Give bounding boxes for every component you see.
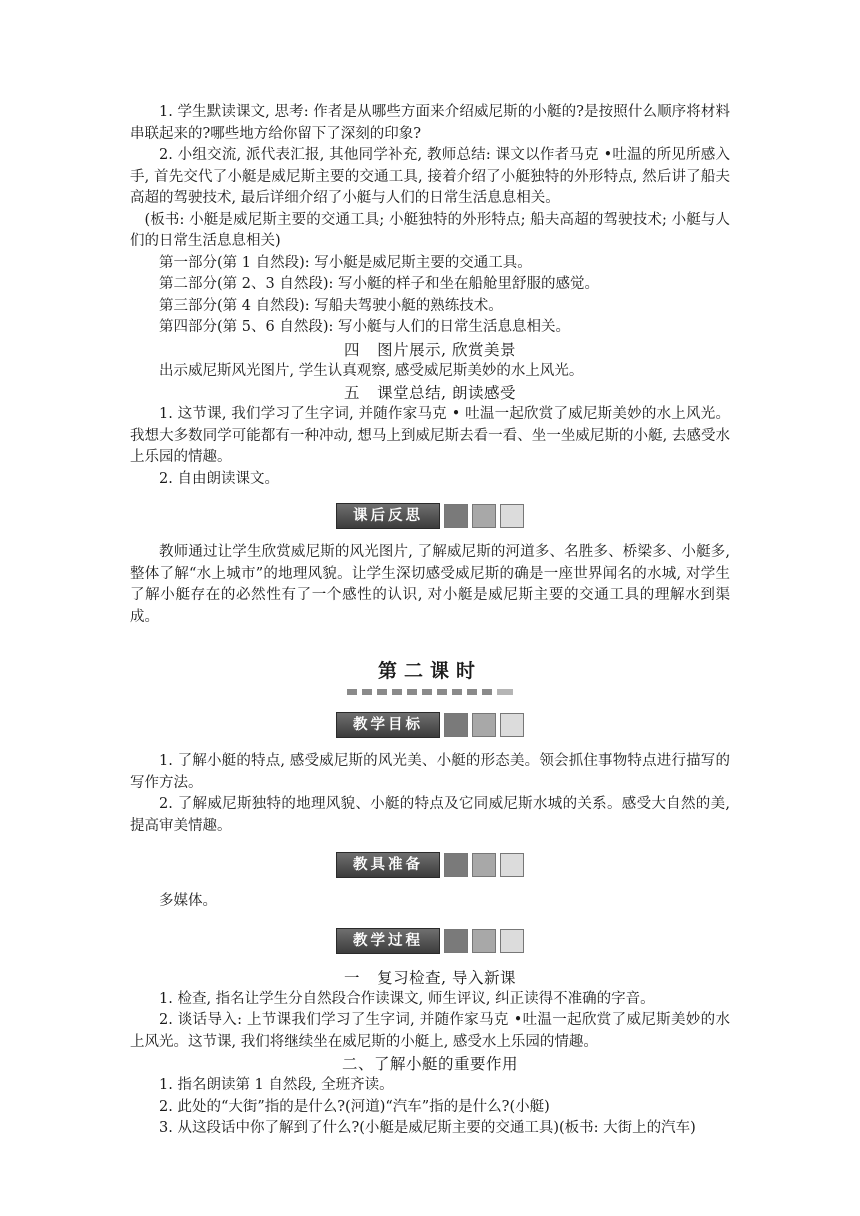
paragraph-free-reading: 2. 自由朗读课文。 [159, 470, 279, 487]
paragraph-question-learned: 3. 从这段话中你了解到了什么?(小艇是威尼斯主要的交通工具)(板书: 大街上的汽车) [159, 1120, 696, 1136]
paragraph-preparation: 多媒体。 [159, 893, 217, 909]
banner-square [444, 853, 468, 877]
banner-reflection [130, 504, 730, 528]
paragraph-blackboard-note: (板书: 小艇是威尼斯主要的交通工具; 小艇独特的外形特点; 船夫高超的驾驶技术; 小艇与人们的日常生活息息相关) [130, 211, 730, 249]
section-title: 图片展示, 欣赏美景 [377, 340, 516, 359]
section-heading-4 [130, 339, 730, 361]
structure-part-4: 第四部分(第 5、6 自然段): 写小艇与人们的日常生活息息相关。 [159, 319, 570, 335]
section-heading-2: 二、了解小艇的重要作用 [341, 1055, 518, 1073]
section-heading-5 [130, 382, 730, 404]
banner-label: 教学目标 [336, 712, 440, 738]
paragraph-read-aloud: 1. 指名朗读第 1 自然段, 全班齐读。 [159, 1077, 394, 1093]
section-title: 课堂总结, 朗读感受 [377, 384, 516, 402]
structure-part-2: 第二部分(第 2、3 自然段): 写小艇的样子和坐在船舱里舒服的感觉。 [159, 276, 599, 292]
banner-process [130, 929, 730, 953]
paragraph-question-street: 2. 此处的“大街”指的是什么?(河道)“汽车”指的是什么?(小艇) [159, 1098, 550, 1115]
document-page [130, 102, 730, 1140]
banner-square [472, 929, 496, 953]
banner-preparation [130, 853, 730, 877]
banner-square [500, 853, 524, 877]
paragraph-introduction: 2. 谈话导入: 上节课我们学习了生字词, 并随作家马克 •吐温一起欣赏了威尼斯美妙的水上风光。这节课, 我们将继续坐在威尼斯的小艇上, 感受水上乐园的情趣。 [130, 1012, 730, 1050]
paragraph-group-exchange: 2. 小组交流, 派代表汇报, 其他同学补充, 教师总结: 课文以作者马克 •吐温的所见所感入手, 首先交代了小艇是威尼斯主要的交通工具, 接着介绍了小艇独特的外形特点, 然后讲了船夫高超的驾驶技术, 最后详细介绍了小艇与人们的日常生活息息相关。 [130, 147, 730, 206]
banner-square [500, 504, 524, 528]
paragraph-goal-1: 1. 了解小艇的特点, 感受威尼斯的风光美、小艇的形态美。领会抓住事物特点进行描写的写作方法。 [130, 753, 730, 791]
banner-square [472, 853, 496, 877]
section-number: 五 [344, 384, 361, 402]
banner-square [444, 504, 468, 528]
lesson-title: 第二课时 [377, 660, 482, 682]
paragraph-review-check: 1. 检查, 指名让学生分自然段合作读课文, 师生评议, 纠正读得不准确的字音。 [159, 990, 655, 1007]
paragraph-reflection: 教师通过让学生欣赏威尼斯的风光图片, 了解威尼斯的河道多、名胜多、桥梁多、小艇多, 整体了解“水上城市”的地理风貌。让学生深切感受威尼斯的确是一座世界闻名的水城, 对学生了解小艇存在的必然性有了一个感性的认识, 对小艇是威尼斯主要的交通工具的理解水到渠成。 [130, 544, 730, 625]
paragraph-class-summary: 1. 这节课, 我们学习了生字词, 并随作家马克 • 吐温一起欣赏了威尼斯美妙的水上风光。我想大多数同学可能都有一种冲动, 想马上到威尼斯去看一看、坐一坐威尼斯的小艇, 去感受水上乐园的情趣。 [130, 406, 730, 465]
section-title: 复习检查, 导入新课 [377, 968, 516, 987]
structure-part-3: 第三部分(第 4 自然段): 写船夫驾驶小艇的熟练技术。 [159, 297, 503, 314]
section-number: 四 [344, 340, 361, 359]
banner-label: 教具准备 [336, 852, 440, 878]
paragraph-read-silently: 1. 学生默读课文, 思考: 作者是从哪些方面来介绍威尼斯的小艇的?是按照什么顺序将材料串联起来的?哪些地方给你留下了深刻的印象? [130, 104, 730, 142]
structure-part-1: 第一部分(第 1 自然段): 写小艇是威尼斯主要的交通工具。 [159, 254, 532, 271]
section-number: 一 [344, 968, 361, 987]
banner-square [500, 929, 524, 953]
lesson-heading [130, 656, 730, 695]
banner-square [500, 713, 524, 737]
banner-label: 教学过程 [336, 928, 440, 954]
banner-square [444, 929, 468, 953]
banner-square [472, 504, 496, 528]
paragraph-goal-2: 2. 了解威尼斯独特的地理风貌、小艇的特点及它同威尼斯水城的关系。感受大自然的美, 提高审美情趣。 [130, 796, 730, 834]
paragraph-show-pictures: 出示威尼斯风光图片, 学生认真观察, 感受威尼斯美妙的水上风光。 [159, 362, 584, 379]
lesson-underline-decoration [130, 689, 730, 695]
banner-goals [130, 713, 730, 737]
banner-square [444, 713, 468, 737]
banner-label: 课后反思 [336, 503, 440, 529]
banner-square [472, 713, 496, 737]
section-heading-1 [130, 967, 730, 989]
